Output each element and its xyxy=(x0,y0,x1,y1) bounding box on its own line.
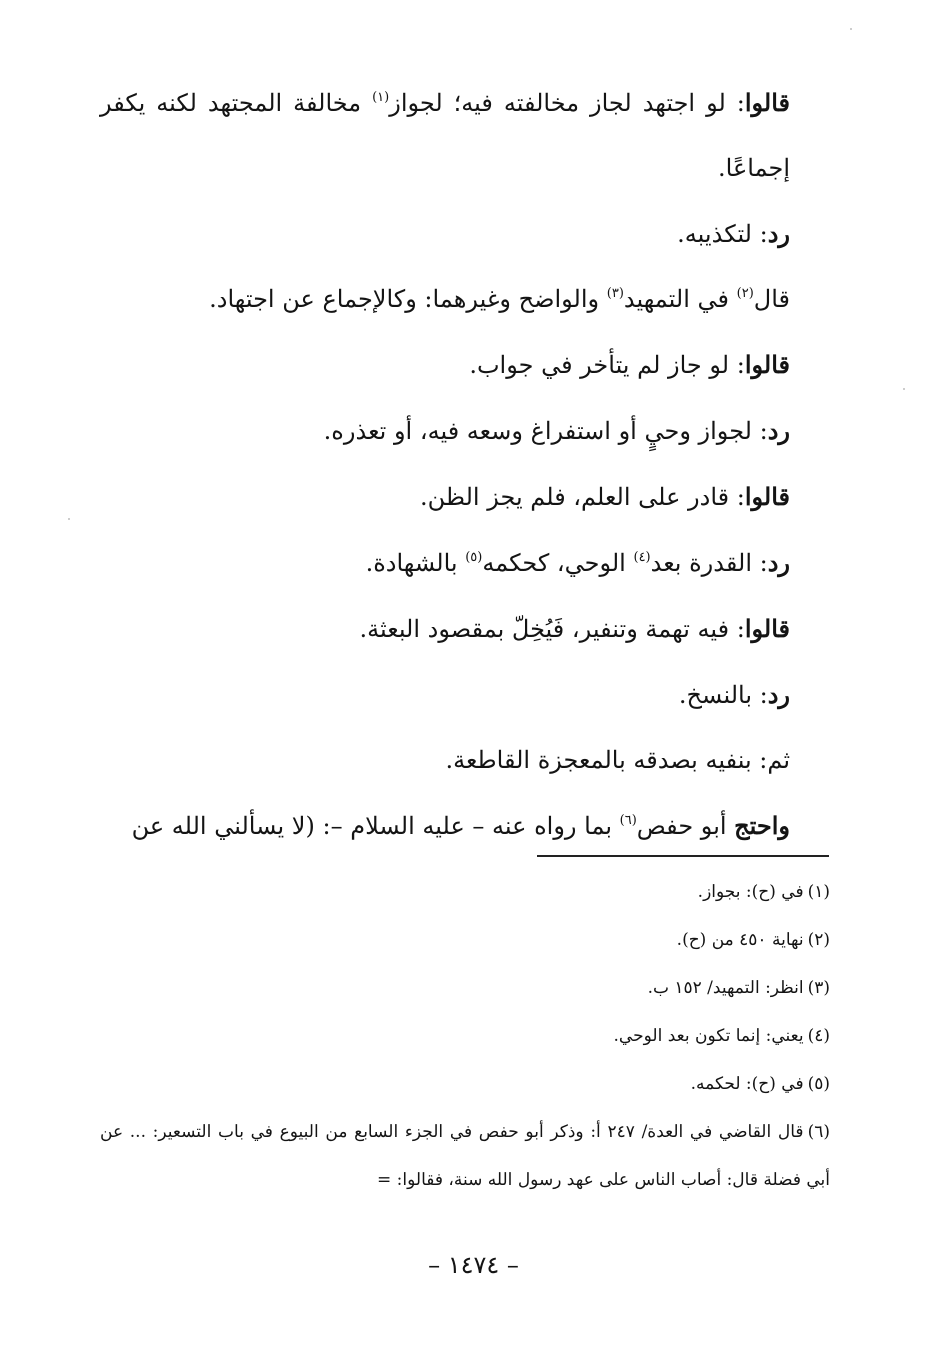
footnote-divider xyxy=(537,855,829,857)
paragraph-lead: رد xyxy=(767,416,790,445)
paragraph-lead: رد xyxy=(767,548,790,577)
footnote-number: (٢) xyxy=(807,930,830,950)
footnote-ref: (٣) xyxy=(606,286,624,301)
paragraph-text: : قادر على العلم، فلم يجز الظن. xyxy=(420,483,745,511)
scan-speck xyxy=(68,518,70,520)
paragraph xyxy=(100,398,790,464)
footnote-text: في (ح): بجواز. xyxy=(697,882,804,902)
paragraph-text: مخالفة المجتهد لكنه يكفر إجماعًا. xyxy=(100,89,790,182)
paragraph-text: : لتكذيبه. xyxy=(677,220,768,248)
paragraph xyxy=(100,332,790,398)
footnote-ref: (٥) xyxy=(465,550,483,565)
paragraph xyxy=(100,201,790,267)
paragraph-text: أبو حفص xyxy=(636,812,735,840)
paragraph xyxy=(100,530,790,596)
footnote-text: انظر: التمهيد/ ١٥٢ ب. xyxy=(647,978,804,998)
footnote xyxy=(100,868,830,916)
footnote-number: (٤) xyxy=(807,1026,830,1046)
paragraph xyxy=(100,793,790,859)
page-number: – ١٤٧٤ – xyxy=(428,1251,519,1279)
footnote-text: يعني: إنما تكون بعد الوحي. xyxy=(613,1026,804,1046)
footnote-text: في (ح): لحكمه. xyxy=(690,1074,804,1094)
paragraph-lead: قالوا xyxy=(744,614,790,643)
paragraph-text: في التمهيد xyxy=(623,285,737,313)
paragraph xyxy=(100,728,790,793)
paragraph-lead: قالوا xyxy=(744,350,790,379)
footnote xyxy=(100,1012,830,1060)
paragraph-text: : لجواز وحيٍ أو استفراغ وسعه فيه، أو تعذره. xyxy=(323,417,768,445)
paragraph-text: ثم: بنفيه بصدقه بالمعجزة القاطعة. xyxy=(445,746,790,774)
paragraph-text: : القدرة بعد xyxy=(650,549,768,577)
footnote-text: قال القاضي في العدة/ ٢٤٧ أ: وذكر أبو حفص في الجزء السابع من البيوع في باب التسعير: ... عن أبي فضلة قال: أصاب الناس على عهد رسول الله سنة، فقالوا: = xyxy=(100,1122,830,1190)
scan-speck xyxy=(903,388,905,390)
paragraph-text: بما رواه عنه – عليه السلام –: (لا يسألني الله عن xyxy=(131,812,620,840)
footnote-ref: (٦) xyxy=(619,813,637,828)
paragraph-text: : بالنسخ. xyxy=(678,681,768,709)
footnote xyxy=(100,964,830,1012)
footnote-number: (٣) xyxy=(807,978,830,998)
paragraph-text: : لو جاز لم يتأخر في جواب. xyxy=(469,351,745,379)
paragraph-lead: قالوا xyxy=(744,88,790,117)
footnote-number: (٥) xyxy=(807,1074,830,1094)
paragraph-text: : فيه تهمة وتنفير، فَيُخِلّ بمقصود البعثة. xyxy=(359,615,745,643)
footnote xyxy=(100,1108,830,1204)
footnote-number: (١) xyxy=(807,882,830,902)
paragraph xyxy=(100,662,790,728)
scan-speck xyxy=(850,28,852,30)
paragraph-lead: رد xyxy=(767,219,790,248)
paragraph xyxy=(100,596,790,662)
footnote-text: نهاية ٤٥٠ من (ح). xyxy=(676,930,804,950)
footnotes xyxy=(100,868,830,1204)
footnote-ref: (٢) xyxy=(736,286,754,301)
paragraph xyxy=(100,70,790,201)
footnote xyxy=(100,916,830,964)
paragraph-text: الوحي، كحكمه xyxy=(482,549,634,577)
paragraph xyxy=(100,464,790,530)
paragraph-text: والواضح وغيرهما: وكالإجماع عن اجتهاد. xyxy=(209,285,607,313)
footnote-ref: (٤) xyxy=(633,550,651,565)
paragraph-text: : لو اجتهد لجاز مخالفته فيه؛ لجواز xyxy=(389,89,745,117)
paragraph xyxy=(100,267,790,332)
footnote-number: (٦) xyxy=(807,1122,830,1142)
footnote xyxy=(100,1060,830,1108)
paragraph-lead: واحتج xyxy=(734,811,790,840)
paragraph-text: بالشهادة. xyxy=(365,549,466,577)
footnote-ref: (١) xyxy=(372,90,390,105)
paragraph-lead: رد xyxy=(767,680,790,709)
paragraph-lead: قالوا xyxy=(744,482,790,511)
paragraph-text: قال xyxy=(753,285,790,313)
main-text xyxy=(100,70,790,859)
